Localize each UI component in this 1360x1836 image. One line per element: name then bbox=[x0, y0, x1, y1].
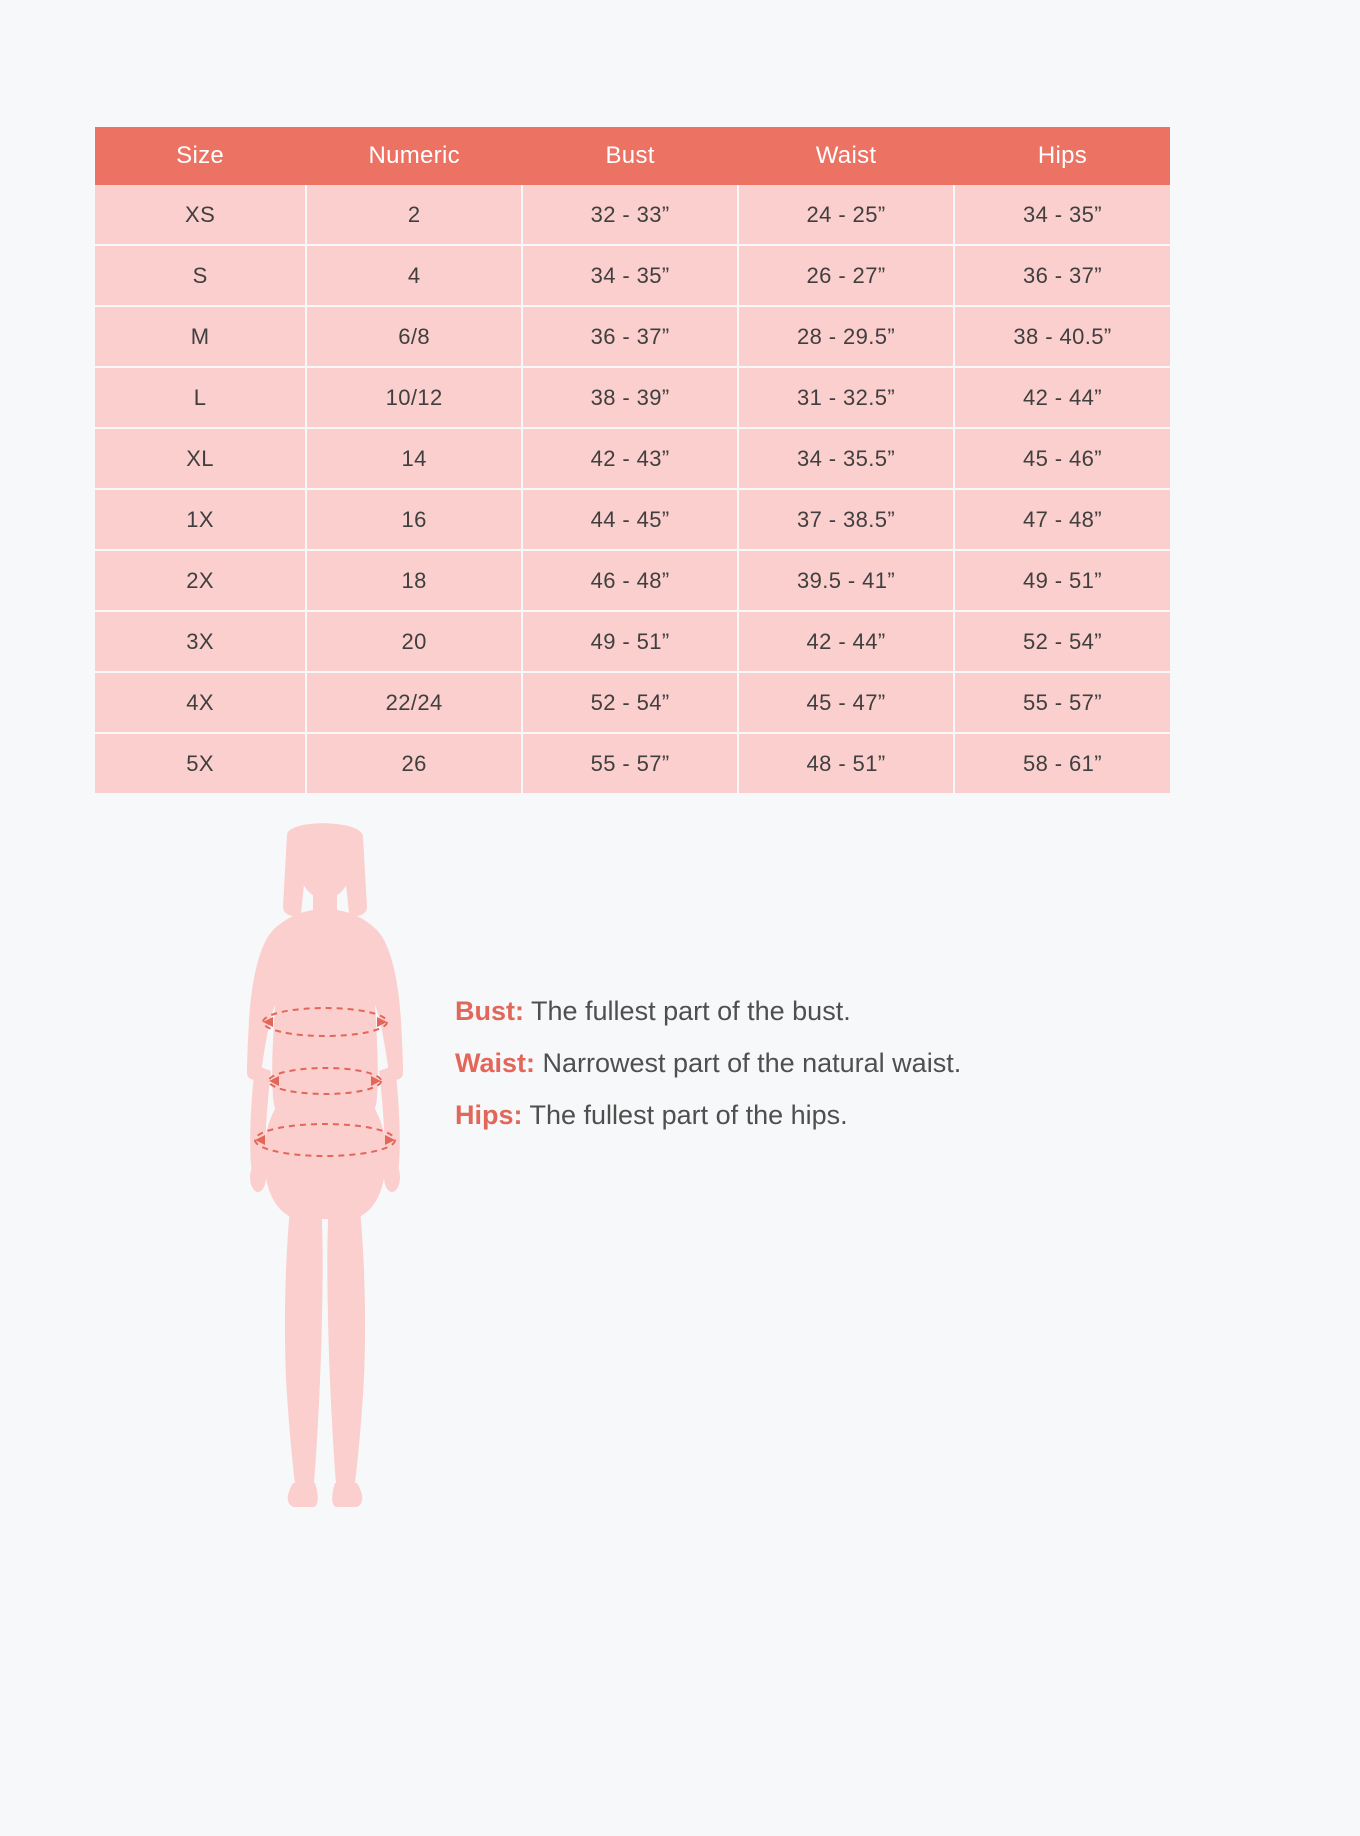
cell-numeric: 4 bbox=[306, 245, 522, 306]
column-header-numeric: Numeric bbox=[306, 127, 522, 185]
cell-numeric: 26 bbox=[306, 733, 522, 793]
size-chart-table bbox=[95, 127, 1170, 793]
cell-numeric: 14 bbox=[306, 428, 522, 489]
cell-bust: 49 - 51” bbox=[522, 611, 738, 672]
cell-size: 3X bbox=[95, 611, 306, 672]
cell-hips: 52 - 54” bbox=[954, 611, 1170, 672]
measurement-guide bbox=[0, 800, 1360, 1540]
table-row bbox=[95, 489, 1170, 550]
cell-bust: 38 - 39” bbox=[522, 367, 738, 428]
cell-waist: 39.5 - 41” bbox=[738, 550, 954, 611]
cell-size: M bbox=[95, 306, 306, 367]
cell-hips: 55 - 57” bbox=[954, 672, 1170, 733]
cell-waist: 34 - 35.5” bbox=[738, 428, 954, 489]
cell-waist: 24 - 25” bbox=[738, 185, 954, 245]
legend-item-waist bbox=[455, 1037, 1155, 1089]
cell-waist: 37 - 38.5” bbox=[738, 489, 954, 550]
cell-size: XL bbox=[95, 428, 306, 489]
legend-desc-waist: Narrowest part of the natural waist. bbox=[542, 1048, 962, 1078]
table-row bbox=[95, 367, 1170, 428]
cell-hips: 49 - 51” bbox=[954, 550, 1170, 611]
table-row bbox=[95, 185, 1170, 245]
cell-bust: 52 - 54” bbox=[522, 672, 738, 733]
cell-hips: 38 - 40.5” bbox=[954, 306, 1170, 367]
cell-bust: 46 - 48” bbox=[522, 550, 738, 611]
cell-bust: 55 - 57” bbox=[522, 733, 738, 793]
legend-item-bust bbox=[455, 985, 1155, 1037]
cell-size: 5X bbox=[95, 733, 306, 793]
cell-bust: 32 - 33” bbox=[522, 185, 738, 245]
cell-bust: 36 - 37” bbox=[522, 306, 738, 367]
table-row bbox=[95, 672, 1170, 733]
table-row bbox=[95, 611, 1170, 672]
cell-hips: 34 - 35” bbox=[954, 185, 1170, 245]
table-header bbox=[95, 127, 1170, 185]
cell-hips: 42 - 44” bbox=[954, 367, 1170, 428]
female-silhouette-illustration bbox=[195, 815, 455, 1530]
cell-hips: 58 - 61” bbox=[954, 733, 1170, 793]
cell-waist: 26 - 27” bbox=[738, 245, 954, 306]
column-header-size: Size bbox=[95, 127, 306, 185]
legend-desc-bust: The fullest part of the bust. bbox=[531, 996, 851, 1026]
table-row bbox=[95, 245, 1170, 306]
column-header-hips: Hips bbox=[954, 127, 1170, 185]
table-row bbox=[95, 550, 1170, 611]
cell-size: 2X bbox=[95, 550, 306, 611]
cell-waist: 45 - 47” bbox=[738, 672, 954, 733]
cell-hips: 45 - 46” bbox=[954, 428, 1170, 489]
cell-numeric: 2 bbox=[306, 185, 522, 245]
cell-bust: 34 - 35” bbox=[522, 245, 738, 306]
legend-term-bust: Bust: bbox=[455, 996, 524, 1026]
cell-bust: 44 - 45” bbox=[522, 489, 738, 550]
cell-waist: 28 - 29.5” bbox=[738, 306, 954, 367]
cell-size: 1X bbox=[95, 489, 306, 550]
measurement-legend bbox=[455, 985, 1155, 1141]
cell-waist: 48 - 51” bbox=[738, 733, 954, 793]
cell-waist: 31 - 32.5” bbox=[738, 367, 954, 428]
cell-numeric: 18 bbox=[306, 550, 522, 611]
table-body bbox=[95, 185, 1170, 793]
table-row bbox=[95, 306, 1170, 367]
column-header-bust: Bust bbox=[522, 127, 738, 185]
cell-waist: 42 - 44” bbox=[738, 611, 954, 672]
cell-numeric: 20 bbox=[306, 611, 522, 672]
column-header-waist: Waist bbox=[738, 127, 954, 185]
cell-numeric: 6/8 bbox=[306, 306, 522, 367]
header-row bbox=[95, 127, 1170, 185]
table-row bbox=[95, 733, 1170, 793]
cell-numeric: 22/24 bbox=[306, 672, 522, 733]
cell-numeric: 16 bbox=[306, 489, 522, 550]
cell-bust: 42 - 43” bbox=[522, 428, 738, 489]
cell-hips: 36 - 37” bbox=[954, 245, 1170, 306]
cell-size: XS bbox=[95, 185, 306, 245]
legend-item-hips bbox=[455, 1089, 1155, 1141]
size-chart-container bbox=[95, 127, 1170, 793]
legend-term-hips: Hips: bbox=[455, 1100, 523, 1130]
cell-size: L bbox=[95, 367, 306, 428]
cell-size: 4X bbox=[95, 672, 306, 733]
cell-hips: 47 - 48” bbox=[954, 489, 1170, 550]
table-row bbox=[95, 428, 1170, 489]
legend-term-waist: Waist: bbox=[455, 1048, 535, 1078]
cell-numeric: 10/12 bbox=[306, 367, 522, 428]
legend-desc-hips: The fullest part of the hips. bbox=[529, 1100, 848, 1130]
cell-size: S bbox=[95, 245, 306, 306]
